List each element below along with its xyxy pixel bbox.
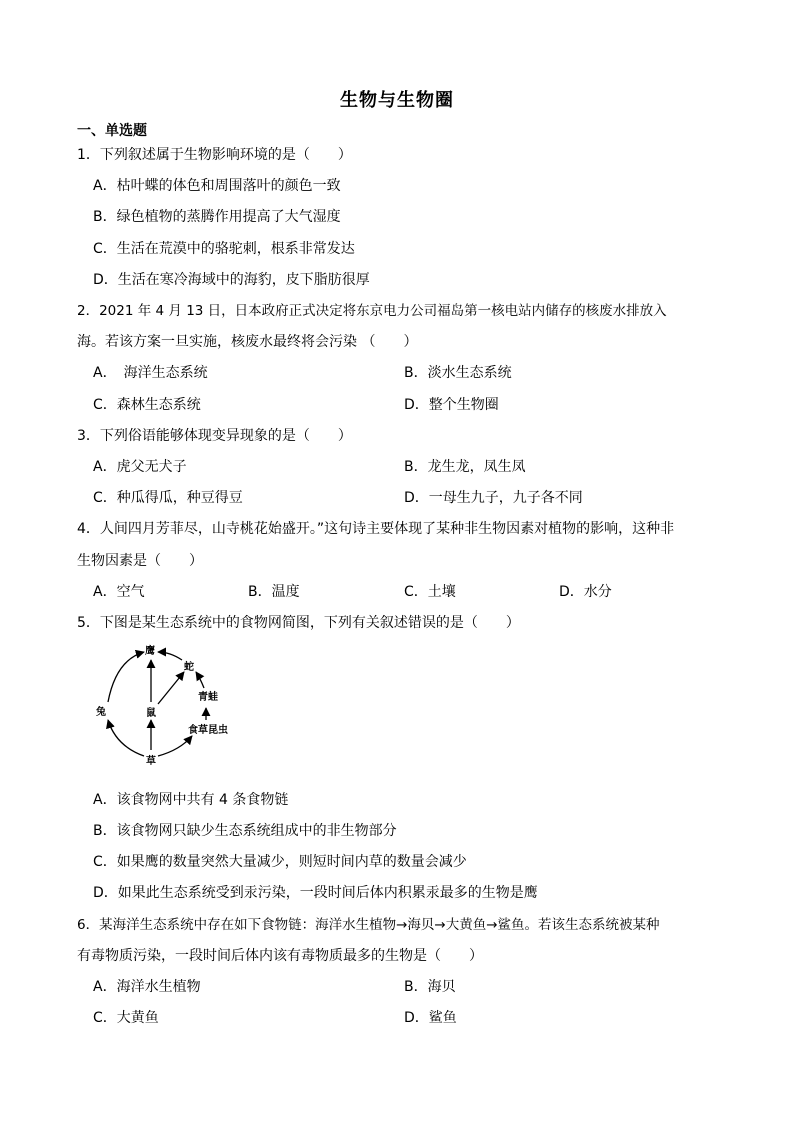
question-2-stem-line-1: 2．2021 年 4 月 13 日，日本政府正式决定将东京电力公司福岛第一核电站内储存的核废水排放入	[77, 303, 667, 319]
question-5-option-b: B．该食物网只缺少生态系统组成中的非生物部分	[93, 823, 397, 839]
arrow-snake-eagle	[158, 652, 182, 660]
question-2-option-b: B．淡水生态系统	[404, 365, 512, 381]
question-1-option-a: A．枯叶蝶的体色和周围落叶的颜色一致	[93, 178, 341, 194]
diagram-label-eagle: 鹰	[145, 646, 155, 657]
question-5-option-d: D．如果此生态系统受到汞污染，一段时间后体内积累汞最多的生物是鹰	[93, 885, 538, 901]
section-heading: 一、单选题	[77, 123, 147, 139]
question-3-stem: 3．下列俗语能够体现变异现象的是（ ）	[77, 428, 352, 444]
diagram-label-frog: 青蛙	[198, 692, 218, 703]
arrow-grass-rabbit	[108, 720, 144, 756]
question-6-option-a: A．海洋水生植物	[93, 979, 201, 995]
question-3-option-b: B．龙生龙，凤生凤	[404, 459, 526, 475]
question-3-option-c: C．种瓜得瓜，种豆得豆	[93, 490, 243, 506]
question-4-option-a: A．空气	[93, 584, 145, 600]
question-5-stem: 5．下图是某生态系统中的食物网简图，下列有关叙述错误的是（ ）	[77, 615, 520, 631]
question-1-option-b: B．绿色植物的蒸腾作用提高了大气湿度	[93, 209, 341, 225]
question-1-option-c: C．生活在荒漠中的骆驼刺，根系非常发达	[93, 241, 355, 257]
food-web-diagram	[96, 640, 246, 768]
arrow-frog-snake	[196, 672, 204, 688]
question-6-option-d: D．鲨鱼	[404, 1010, 457, 1026]
question-2-stem-line-2: 海。若该方案一旦实施，核废水最终将会污染 （ ）	[77, 334, 418, 350]
question-2-option-d: D．整个生物圈	[404, 397, 499, 413]
question-2-option-c: C．森林生态系统	[93, 397, 201, 413]
question-6-option-c: C．大黄鱼	[93, 1010, 159, 1026]
question-6-stem-line-2: 有毒物质污染，一段时间后体内该有毒物质最多的生物是（ ）	[77, 948, 483, 964]
question-1-option-d: D．生活在寒冷海域中的海豹，皮下脂肪很厚	[93, 272, 370, 288]
diagram-label-insect: 食草昆虫	[188, 725, 228, 736]
question-1-stem: 1．下列叙述属于生物影响环境的是（ ）	[77, 147, 352, 163]
question-5-option-a: A．该食物网中共有 4 条食物链	[93, 792, 289, 808]
question-3-option-a: A．虎父无犬子	[93, 459, 187, 475]
question-6-stem-line-1: 6．某海洋生态系统中存在如下食物链：海洋水生植物→海贝→大黄鱼→鲨鱼。若该生态系统被某种	[77, 917, 660, 933]
diagram-label-rabbit: 兔	[96, 707, 106, 718]
diagram-label-mouse: 鼠	[146, 708, 156, 719]
question-4-option-b: B．温度	[248, 584, 300, 600]
diagram-label-snake: 蛇	[184, 662, 194, 673]
question-6-option-b: B．海贝	[404, 979, 456, 995]
question-3-option-d: D．一母生九子，九子各不同	[404, 490, 583, 506]
arrow-grass-insect	[158, 736, 192, 756]
question-4-option-d: D．水分	[559, 584, 612, 600]
arrow-rabbit-eagle	[108, 652, 144, 702]
diagram-label-grass: 草	[146, 756, 156, 767]
question-2-option-a: A． 海洋生态系统	[93, 365, 208, 381]
question-5-option-c: C．如果鹰的数量突然大量减少，则短时间内草的数量会减少	[93, 854, 467, 870]
arrow-mouse-snake	[158, 672, 184, 704]
page-title: 生物与生物圈	[340, 90, 454, 111]
question-4-option-c: C．土壤	[404, 584, 456, 600]
question-4-stem-line-1: 4．人间四月芳菲尽，山寺桃花始盛开。”这句诗主要体现了某种非生物因素对植物的影响，这种非	[77, 521, 675, 537]
question-4-stem-line-2: 生物因素是（ ）	[77, 553, 203, 569]
